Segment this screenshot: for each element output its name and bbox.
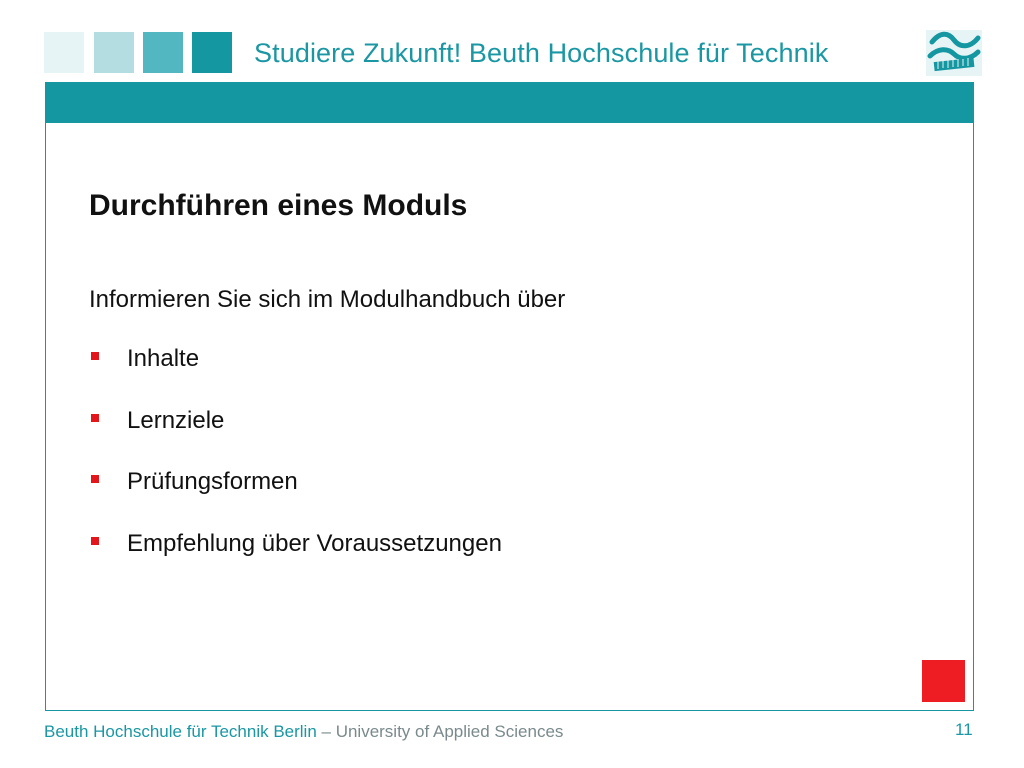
beuth-wave-logo-icon (926, 30, 982, 76)
content-header-bar (46, 83, 973, 123)
footer-institution-line (44, 722, 563, 742)
footer-institution: Beuth Hochschule für Technik Berlin (44, 722, 317, 741)
bullet-marker-icon (91, 537, 99, 545)
header-square-3 (143, 32, 183, 73)
bullet-text: Empfehlung über Voraussetzungen (127, 529, 502, 557)
header-square-2 (94, 32, 134, 73)
header-square-1 (44, 32, 84, 73)
content-frame (45, 82, 974, 711)
page-number: 11 (955, 720, 973, 739)
bullet-text: Lernziele (127, 406, 225, 434)
bullet-marker-icon (91, 352, 99, 360)
intro-text: Informieren Sie sich im Modulhandbuch über (89, 286, 566, 313)
header-square-4 (192, 32, 232, 73)
bullet-text: Inhalte (127, 345, 200, 372)
slide-title: Durchführen eines Moduls (89, 189, 468, 222)
footer-separator: – (316, 722, 336, 741)
bullet-marker-icon (91, 475, 99, 483)
header-title: Studiere Zukunft! Beuth Hochschule für Technik (254, 38, 829, 68)
footer-subtitle: University of Applied Sciences (335, 722, 564, 741)
bullet-text: Prüfungsformen (127, 468, 298, 495)
bullet-marker-icon (91, 414, 99, 422)
red-corner-square (922, 660, 965, 702)
